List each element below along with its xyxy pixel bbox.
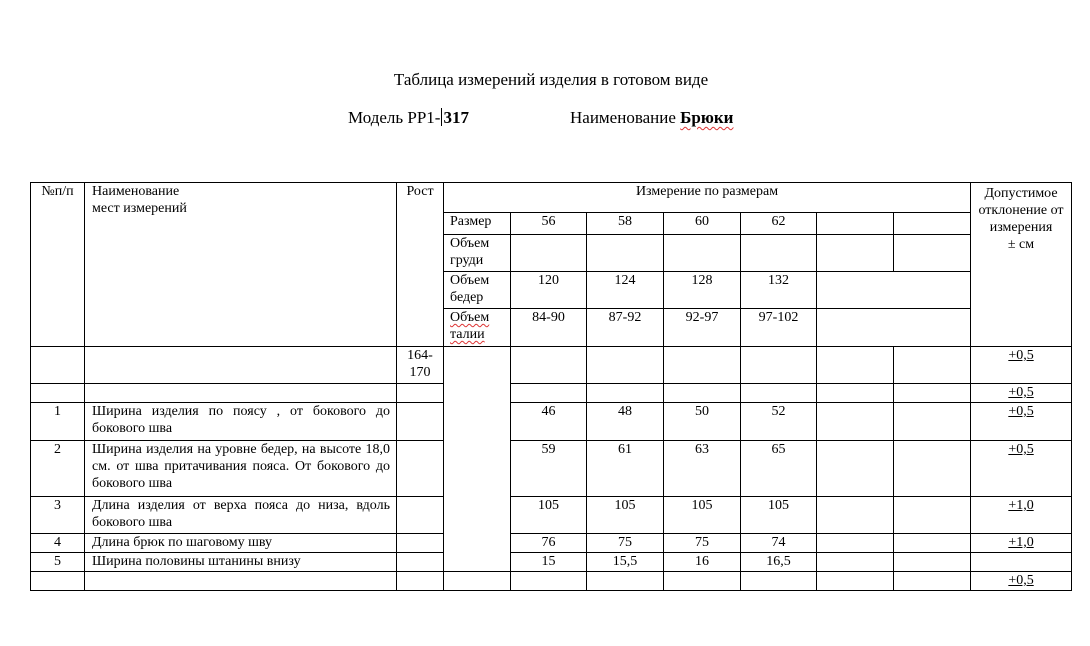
tolerance-text: +0,5 (1008, 348, 1034, 363)
cell (511, 572, 587, 591)
hips-value: 132 (741, 272, 817, 309)
cell (894, 572, 971, 591)
cell (741, 347, 817, 384)
row-num: 2 (31, 441, 85, 497)
model-line (348, 108, 469, 128)
row-name: Длина изделия от верха пояса до низа, вдоль бокового шва (85, 497, 397, 534)
cell (894, 534, 971, 553)
cell (741, 384, 817, 403)
waist-value (817, 309, 971, 347)
measurement-table (30, 182, 1072, 591)
cell (397, 384, 444, 403)
cell (85, 384, 397, 403)
row-value: 16,5 (741, 553, 817, 572)
row-value: 105 (511, 497, 587, 534)
product-name-label: Наименование (570, 108, 681, 127)
chest-value (741, 235, 817, 272)
header-height: Рост (397, 183, 444, 347)
tolerance-header-text: Допустимое отклонение от измерения ± см (978, 186, 1064, 252)
row-value: 105 (664, 497, 741, 534)
row-value: 74 (741, 534, 817, 553)
tolerance-text: +1,0 (1008, 535, 1034, 550)
waist-value: 92-97 (664, 309, 741, 347)
cell (894, 441, 971, 497)
row-num: 4 (31, 534, 85, 553)
cell (397, 497, 444, 534)
cell (817, 347, 894, 384)
size-value: 62 (741, 213, 817, 235)
header-num: №п/п (31, 183, 85, 347)
cell (817, 572, 894, 591)
size-value: 60 (664, 213, 741, 235)
cell (894, 384, 971, 403)
waist-value: 84-90 (511, 309, 587, 347)
cell (894, 497, 971, 534)
row-value: 75 (664, 534, 741, 553)
cell (817, 441, 894, 497)
tolerance-value (971, 347, 1072, 384)
document-title: Таблица измерений изделия в готовом виде (393, 70, 709, 89)
waist-row-label (444, 309, 511, 347)
row-name: Ширина изделия на уровне бедер, на высоте 18,0 см. от шва притачивания пояса. От бокового до бокового шва (85, 441, 397, 497)
cell (894, 403, 971, 441)
waist-value: 87-92 (587, 309, 664, 347)
cell (587, 572, 664, 591)
chest-value (511, 235, 587, 272)
row-value: 48 (587, 403, 664, 441)
row-value: 63 (664, 441, 741, 497)
tolerance-value (971, 384, 1072, 403)
row-value: 15,5 (587, 553, 664, 572)
cell (741, 572, 817, 591)
tolerance-text: +0,5 (1008, 404, 1034, 419)
row-num: 1 (31, 403, 85, 441)
chest-value (894, 235, 971, 272)
waist-value: 97-102 (741, 309, 817, 347)
header-measurement: Измерение по размерам (444, 183, 971, 213)
cell (397, 572, 444, 591)
chest-value (587, 235, 664, 272)
tolerance-value (971, 553, 1072, 572)
cell (31, 572, 85, 591)
cell (817, 534, 894, 553)
tolerance-value (971, 572, 1072, 591)
cell (85, 347, 397, 384)
row-value: 105 (587, 497, 664, 534)
hips-value: 120 (511, 272, 587, 309)
header-tolerance (971, 183, 1072, 347)
tolerance-value (971, 441, 1072, 497)
cell (511, 384, 587, 403)
tolerance-value (971, 403, 1072, 441)
tolerance-value (971, 497, 1072, 534)
row-value: 65 (741, 441, 817, 497)
cell (817, 553, 894, 572)
tolerance-text: +0,5 (1008, 385, 1034, 400)
cell (587, 347, 664, 384)
row-value: 105 (741, 497, 817, 534)
hips-value (817, 272, 971, 309)
tolerance-text: +0,5 (1008, 442, 1034, 457)
size-value (817, 213, 894, 235)
cell (397, 403, 444, 441)
row-value: 61 (587, 441, 664, 497)
waist-label-text: Объем талии (450, 310, 490, 342)
row-value: 52 (741, 403, 817, 441)
cell (397, 441, 444, 497)
cell (664, 572, 741, 591)
size-value: 56 (511, 213, 587, 235)
cell (85, 572, 397, 591)
product-name-line (570, 108, 733, 128)
cell (31, 384, 85, 403)
chest-value (817, 235, 894, 272)
row-value: 59 (511, 441, 587, 497)
cell (587, 384, 664, 403)
cell (894, 347, 971, 384)
row-value: 46 (511, 403, 587, 441)
height-value: 164-170 (397, 347, 444, 384)
row-value: 16 (664, 553, 741, 572)
model-label: Модель РР1- (348, 108, 441, 127)
merged-blank-column (444, 347, 511, 572)
cell (444, 572, 511, 591)
row-name: Ширина изделия по поясу , от бокового до бокового шва (85, 403, 397, 441)
size-value (894, 213, 971, 235)
cell (397, 534, 444, 553)
cell (511, 347, 587, 384)
row-num: 5 (31, 553, 85, 572)
model-number: 317 (443, 108, 469, 127)
product-name-value: Брюки (680, 108, 734, 127)
size-value: 58 (587, 213, 664, 235)
cell (397, 553, 444, 572)
row-num: 3 (31, 497, 85, 534)
cell (31, 347, 85, 384)
tolerance-text: +1,0 (1008, 498, 1034, 513)
chest-value (664, 235, 741, 272)
cell (894, 553, 971, 572)
row-value: 76 (511, 534, 587, 553)
cell (817, 403, 894, 441)
size-row-label: Размер (444, 213, 511, 235)
cell (817, 384, 894, 403)
row-value: 15 (511, 553, 587, 572)
header-place: Наименование мест измерений (85, 183, 397, 347)
row-name: Ширина половины штанины внизу (85, 553, 397, 572)
hips-value: 128 (664, 272, 741, 309)
row-value: 50 (664, 403, 741, 441)
row-value: 75 (587, 534, 664, 553)
chest-row-label: Объем груди (444, 235, 511, 272)
tolerance-value (971, 534, 1072, 553)
hips-value: 124 (587, 272, 664, 309)
hips-row-label: Объем бедер (444, 272, 511, 309)
row-name: Длина брюк по шаговому шву (85, 534, 397, 553)
cell (664, 384, 741, 403)
tolerance-text: +0,5 (1008, 573, 1034, 588)
cell (664, 347, 741, 384)
cell (817, 497, 894, 534)
